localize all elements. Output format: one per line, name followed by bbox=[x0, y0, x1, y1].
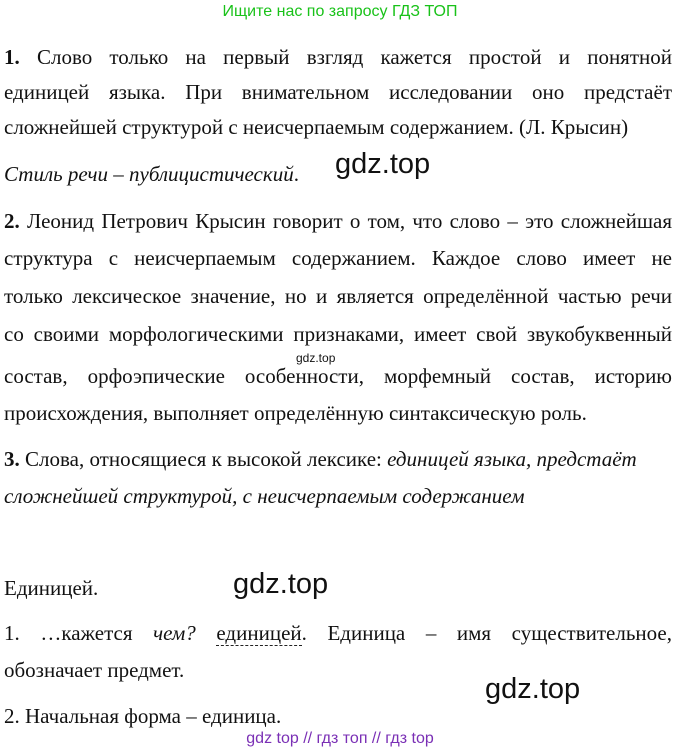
section1-number: 1. bbox=[4, 45, 20, 69]
analysis-heading: Единицей. bbox=[4, 576, 99, 600]
watermark-3: gdz.top bbox=[485, 673, 581, 705]
section3-number: 3. bbox=[4, 447, 20, 471]
section2-line3: только лексическое значение, но и является определённой частью речи bbox=[4, 284, 672, 308]
section1-line3: сложнейшей структурой с неисчерпаемым содержанием. (Л. Крысин) bbox=[4, 115, 629, 139]
section2-line4: со своими морфологическими признаками, имеет свой звукобуквенный bbox=[4, 322, 672, 346]
analysis-item1-line2: обозначает предмет. bbox=[4, 658, 185, 682]
section2-line1 bbox=[4, 208, 672, 234]
analysis-item1-question: чем? bbox=[153, 621, 196, 645]
analysis-item1-word: …кажется bbox=[40, 621, 133, 645]
watermark-2: gdz.top bbox=[233, 568, 329, 600]
section2-line6: происхождения, выполняет определённую синтаксическую роль. bbox=[4, 401, 587, 425]
section2-line5: состав, орфоэпические особенности, морфемный состав, историю bbox=[4, 364, 672, 388]
section1-line1 bbox=[4, 44, 672, 70]
analysis-item1-rest: . Единица – имя существительное, bbox=[301, 621, 672, 645]
top-banner: Ищите нас по запросу ГДЗ ТОП bbox=[222, 3, 458, 20]
watermark-small: gdz.top bbox=[296, 351, 336, 365]
footer-links: gdz top // гдз топ // гдз top bbox=[246, 730, 434, 747]
analysis-item1-answer: единицей bbox=[216, 621, 302, 645]
watermark-1: gdz.top bbox=[335, 148, 431, 180]
analysis-item1-line1 bbox=[4, 620, 672, 646]
section2-number: 2. bbox=[4, 209, 20, 233]
section1-line2: единицей языка. При внимательном исследовании оно предстаёт bbox=[4, 80, 672, 104]
analysis-item2: 2. Начальная форма – единица. bbox=[4, 704, 282, 728]
section2-text-line1: Леонид Петрович Крысин говорит о том, что слово – это сложнейшая bbox=[27, 209, 673, 233]
section3-italic-1: единицей языка, предстаёт bbox=[387, 447, 637, 471]
section2-line2: структура с неисчерпаемым содержанием. Каждое слово имеет не bbox=[4, 246, 672, 270]
section1-text-line1: Слово только на первый взгляд кажется простой и понятной bbox=[36, 45, 672, 69]
section1-style: Стиль речи – публицистический bbox=[4, 162, 294, 186]
section3-line1 bbox=[4, 446, 672, 472]
section1-style-end: . bbox=[293, 162, 299, 186]
section3-lead: Слова, относящиеся к высокой лексике: bbox=[25, 447, 382, 471]
section3-italic-2: сложнейшей структурой, с неисчерпаемым содержанием bbox=[4, 484, 525, 508]
analysis-item1-number: 1. bbox=[4, 621, 20, 645]
